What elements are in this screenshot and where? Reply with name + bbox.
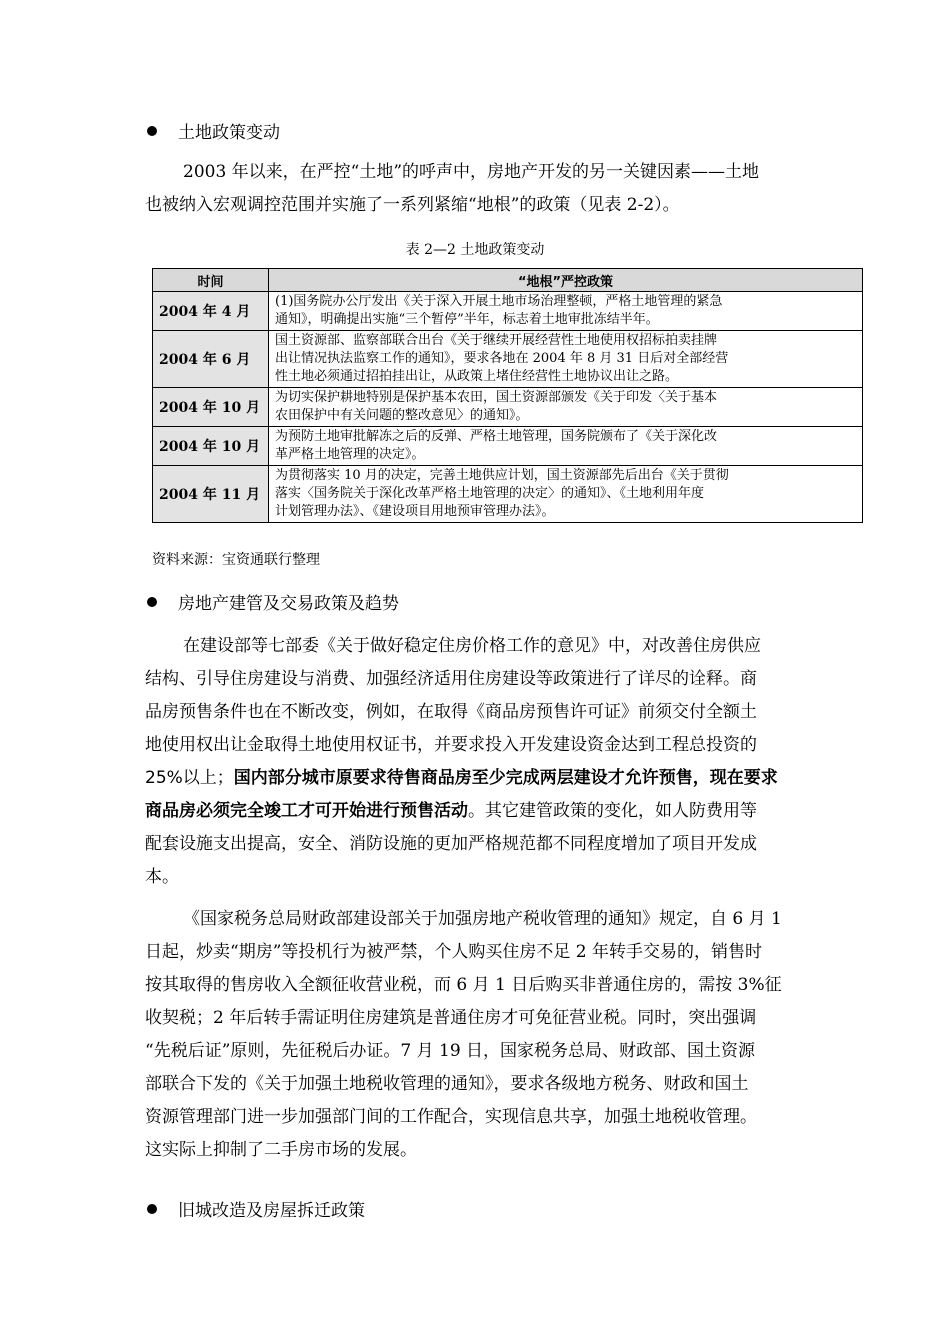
land-policy-paragraph bbox=[145, 156, 855, 222]
row-content bbox=[269, 427, 863, 466]
paragraph-line: 资源管理部门进一步加强部门间的工作配合，实现信息共享，加强土地税收管理。 bbox=[145, 1107, 757, 1127]
table-source-note: 资料来源：宝资通联行整理 bbox=[152, 552, 320, 568]
content-line: 为贯彻落实 10 月的决定，完善土地供应计划，国土资源部先后出台《关于贯彻 bbox=[275, 468, 729, 483]
content-line: 为切实保护耕地特别是保护基本农田，国土资源部颁发《关于印发〈关于基本 bbox=[275, 390, 718, 405]
construction-policy-paragraph-1 bbox=[145, 630, 855, 894]
text-normal: 。其它建管政策的变化，如人防费用等 bbox=[468, 801, 757, 821]
table-row bbox=[153, 292, 863, 331]
section-heading-construction-policy bbox=[147, 589, 399, 614]
column-header-policy: “地根”严控政策 bbox=[269, 269, 863, 292]
content-line: 计划管理办法》、《建设项目用地预审管理办法》。 bbox=[275, 504, 555, 519]
content-line: 出让情况执法监察工作的通知》，要求各地在 2004 年 8 月 31 日后对全部经营 bbox=[275, 351, 729, 366]
paragraph-line: 日起，炒卖“期房”等投机行为被严禁，个人购买住房不足 2 年转手交易的，销售时 bbox=[145, 942, 763, 962]
table-header-row bbox=[153, 269, 863, 292]
paragraph-line: 2003 年以来，在严控“土地”的呼声中，房地产开发的另一关键因素——土地 bbox=[183, 162, 760, 182]
paragraph-line: 也被纳入宏观调控范围并实施了一系列紧缩“地根”的政策（见表 2-2）。 bbox=[145, 195, 680, 215]
section-heading-renovation-policy bbox=[147, 1196, 365, 1221]
table-caption: 表 2—2 土地政策变动 bbox=[405, 242, 545, 258]
content-line: 落实〈国务院关于深化改革严格土地管理的决定〉的通知》、《土地利用年度 bbox=[275, 486, 705, 501]
section-heading-land-policy bbox=[147, 118, 280, 143]
content-line: 通知》，明确提出实施“三个暂停”半年，标志着土地审批冻结半年。 bbox=[275, 312, 659, 327]
table-row bbox=[153, 466, 863, 523]
content-line: 农田保护中有关问题的整改意见〉的通知》。 bbox=[275, 408, 529, 423]
paragraph-line: 本。 bbox=[145, 867, 179, 887]
content-line: 国土资源部、监察部联合出台《关于继续开展经营性土地使用权招标拍卖挂牌 bbox=[275, 333, 718, 348]
row-date: 2004 年 10 月 bbox=[153, 427, 269, 466]
paragraph-line: 收契税；2 年后转手需证明住房建筑是普通住房才可免征营业税。同时，突出强调 bbox=[145, 1008, 757, 1028]
row-content bbox=[269, 388, 863, 427]
heading-text: 旧城改造及房屋拆迁政策 bbox=[178, 1201, 365, 1221]
bullet-icon bbox=[147, 597, 157, 607]
text-emphasis: 国内部分城市原要求待售商品房至少完成两层建设才允许预售，现在要求 bbox=[233, 768, 778, 788]
paragraph-line: “先税后证”原则，先征税后办证。7 月 19 日，国家税务总局、财政部、国土资源 bbox=[145, 1041, 756, 1061]
column-header-time: 时间 bbox=[153, 269, 269, 292]
land-policy-table bbox=[152, 268, 863, 523]
content-line: (1)国务院办公厅发出《关于深入开展土地市场治理整顿，严格土地管理的紧急 bbox=[275, 294, 723, 309]
row-date: 2004 年 6 月 bbox=[153, 331, 269, 388]
paragraph-line: 配套设施支出提高，安全、消防设施的更加严格规范都不同程度增加了项目开发成 bbox=[145, 834, 757, 854]
paragraph-line bbox=[145, 795, 855, 828]
bullet-icon bbox=[147, 1204, 157, 1214]
paragraph-line: 部联合下发的《关于加强土地税收管理的通知》，要求各级地方税务、财政和国土 bbox=[145, 1074, 749, 1094]
row-content bbox=[269, 466, 863, 523]
heading-text: 房地产建管及交易政策及趋势 bbox=[178, 594, 399, 614]
row-content bbox=[269, 331, 863, 388]
paragraph-line: 在建设部等七部委《关于做好稳定住房价格工作的意见》中，对改善住房供应 bbox=[183, 636, 761, 656]
paragraph-line: 结构、引导住房建设与消费、加强经济适用住房建设等政策进行了详尽的诠释。商 bbox=[145, 669, 757, 689]
paragraph-line bbox=[145, 762, 855, 795]
row-date: 2004 年 10 月 bbox=[153, 388, 269, 427]
bullet-icon bbox=[147, 126, 157, 136]
paragraph-line: 地使用权出让金取得土地使用权证书，并要求投入开发建设资金达到工程总投资的 bbox=[145, 735, 757, 755]
row-date: 2004 年 4 月 bbox=[153, 292, 269, 331]
row-content bbox=[269, 292, 863, 331]
text-emphasis: 商品房必须完全竣工才可开始进行预售活动 bbox=[145, 801, 468, 821]
paragraph-line: 按其取得的售房收入全额征收营业税，而 6 月 1 日后购买非普通住房的，需按 3%征 bbox=[145, 975, 782, 995]
paragraph-line: 品房预售条件也在不断改变，例如，在取得《商品房预售许可证》前须交付全额土 bbox=[145, 702, 757, 722]
table-row bbox=[153, 331, 863, 388]
paragraph-line: 这实际上抑制了二手房市场的发展。 bbox=[145, 1140, 417, 1160]
row-date: 2004 年 11 月 bbox=[153, 466, 269, 523]
construction-policy-paragraph-2 bbox=[145, 903, 855, 1167]
content-line: 为预防土地审批解冻之后的反弹、严格土地管理，国务院颁布了《关于深化改 bbox=[275, 429, 718, 444]
table-row bbox=[153, 427, 863, 466]
text-normal: 25%以上； bbox=[145, 768, 234, 788]
content-line: 革严格土地管理的决定》。 bbox=[275, 447, 425, 462]
content-line: 性土地必须通过招拍挂出让，从政策上堵住经营性土地协议出让之路。 bbox=[275, 369, 679, 384]
table-row bbox=[153, 388, 863, 427]
paragraph-line: 《国家税务总局财政部建设部关于加强房地产税收管理的通知》规定，自 6 月 1 bbox=[183, 909, 782, 929]
heading-text: 土地政策变动 bbox=[178, 123, 280, 143]
